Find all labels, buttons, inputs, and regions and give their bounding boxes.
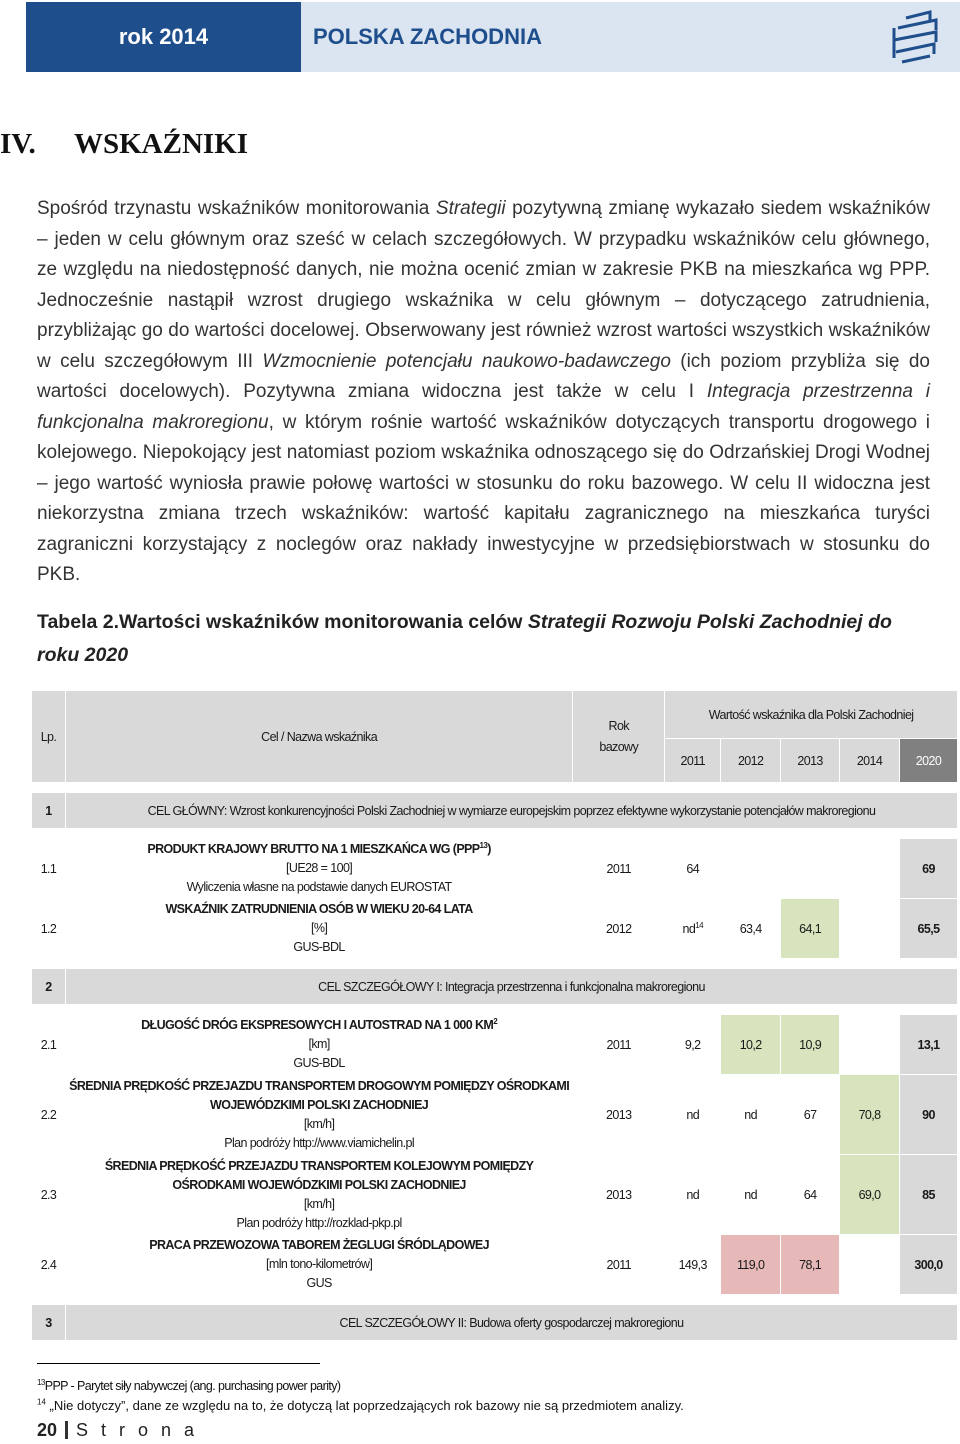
indicator-lp: 1.1: [32, 839, 66, 899]
goal-title: CEL SZCZEGÓŁOWY II: Budowa oferty gospodarczej makroregionu: [65, 1305, 957, 1341]
page-word: S t r o n a: [76, 1420, 199, 1440]
indicator-value-2014: [840, 1235, 900, 1295]
indicator-row: [32, 899, 958, 959]
indicator-value-2013: [781, 839, 840, 899]
indicator-base-year: 2011: [573, 839, 665, 899]
indicator-lp: 1.2: [32, 899, 66, 959]
indicator-description: [65, 1075, 572, 1155]
indicator-value-2020: 85: [900, 1155, 958, 1235]
indicator-base-year: 2011: [573, 1235, 665, 1295]
indicator-detail: GUS-BDL: [293, 1056, 345, 1070]
indicator-base-year: 2011: [573, 1015, 665, 1075]
indicator-value-2013: 64,1: [781, 899, 840, 959]
indicator-value-2012: 10,2: [721, 1015, 781, 1075]
indicator-detail: [UE28 = 100]: [286, 861, 353, 875]
section-title: WSKAŹNIKI: [74, 128, 249, 160]
indicator-description: [65, 839, 572, 899]
header-year-2020: 2020: [900, 739, 958, 783]
goal-lp: 1: [32, 793, 66, 829]
indicator-detail: Plan podróży http://www.viamichelin.pl: [224, 1135, 415, 1150]
indicator-row: [32, 1235, 958, 1295]
goal-title: CEL GŁÓWNY: Wzrost konkurencyjności Polski Zachodniej w wymiarze europejskim poprzez efektywne wykorzystanie potencjałów makroregionu: [65, 793, 957, 829]
footnote-separator: [37, 1363, 320, 1364]
footnote-14: $^{14}$ „Nie dotyczy”, dane ze względu na to, że dotyczą lat poprzedzających rok bazowy nie są przedmiotem analizy.: [37, 1397, 684, 1413]
indicators-table: [31, 690, 958, 1351]
indicator-name: PRACA PRZEWOZOWA TABOREM ŻEGLUGI ŚRÓDLĄDOWEJ: [149, 1238, 489, 1252]
header-name: Cel / Nazwa wskaźnika: [65, 691, 572, 783]
indicator-value-2011: $nd^{14}$: [665, 899, 721, 959]
indicator-detail: [km/h]: [303, 1116, 335, 1131]
indicator-value-2014: 69,0: [840, 1155, 900, 1235]
indicator-description: [65, 1155, 572, 1235]
indicator-row: [32, 839, 958, 899]
indicator-value-2012: nd: [721, 1155, 781, 1235]
table-header-row: [32, 691, 958, 739]
indicator-value-2013: 67: [781, 1075, 840, 1155]
paragraph-segment: , w którym rośnie wartość wskaźników dotyczących transportu drogowego i kolejowego. Niepokojący jest natomiast poziom wskaźnika odnoszącego się do Odrzańskiej Drogi Wodnej – jego wartość wyniosła prawie połowę wartości w stosunku do roku bazowego. W celu II widoczna jest niekorzystna zmiana trzech wskaźników: wartość kapitału zagranicznego na mieszkańca turyści zagraniczni korzystający z noclegów oraz nakłady inwestycyjne w przedsiębiorstwach w stosunku do PKB.: [37, 411, 931, 585]
body-paragraph: [37, 194, 930, 591]
indicator-value-2014: [840, 1015, 900, 1075]
indicator-detail: [%]: [310, 921, 328, 935]
table-caption: [37, 606, 930, 672]
indicator-value-2013: 78,1: [781, 1235, 840, 1295]
row-spacer: [32, 1341, 958, 1351]
row-spacer: [32, 829, 958, 839]
goal-row: [32, 969, 958, 1005]
footer-divider: [65, 1421, 68, 1439]
caption-italic: Strategii Rozwoju Polski Zachodniej do roku 2020: [37, 611, 892, 666]
paragraph-segment: pozytywną zmianę wykazało siedem wskaźników – jeden w celu głównym oraz sześć w celach szczegółowych. W przypadku wskaźników celu głównego, ze względu na niedostępność danych, nie można ocenić zmian w zakresie PKB na mieszkańca wg PPP. Jednocześnie nastąpił wzrost drugiego wskaźnika w celu głównym – dotyczącego zatrudnienia, przybliżając go do wartości docelowej. Obserwowany jest również wzrost wartości wszystkich wskaźników w celu szczegółowym III: [37, 198, 930, 372]
goal-row: [32, 793, 958, 829]
indicator-description: [65, 1015, 572, 1075]
header-year-2012: 2012: [721, 739, 781, 783]
section-number: IV.: [0, 128, 36, 160]
indicator-value-2011: nd: [665, 1155, 721, 1235]
indicator-name: DŁUGOŚĆ DRÓG EKSPRESOWYCH I AUTOSTRAD NA 1 000 $KM^2$: [141, 1016, 498, 1032]
caption-text: Wartości wskaźników monitorowania celów: [119, 611, 528, 633]
indicator-row: [32, 1155, 958, 1235]
footnote-ref: 14: [695, 920, 703, 930]
indicator-detail: [mln tono-kilometrów]: [266, 1257, 373, 1271]
footnote-ref: 2: [493, 1016, 498, 1026]
goal-lp: 3: [32, 1305, 66, 1341]
goal-row: [32, 1305, 958, 1341]
indicator-description: [65, 1235, 572, 1295]
header-year-2014: 2014: [840, 739, 900, 783]
indicator-detail: [km/h]: [303, 1196, 335, 1211]
indicator-value-2020: 90: [900, 1075, 958, 1155]
indicator-row: [32, 1075, 958, 1155]
page-number: 20: [37, 1420, 58, 1440]
indicator-value-2011: nd: [665, 1075, 721, 1155]
header-value-group: Wartość wskaźnika dla Polski Zachodniej: [665, 691, 958, 739]
indicator-name: PRODUKT KRAJOWY BRUTTO NA 1 MIESZKAŃCA WG (PPP$^{13}$): [147, 840, 491, 856]
header-year-2013: 2013: [781, 739, 840, 783]
indicator-detail: GUS-BDL: [293, 940, 345, 954]
indicator-base-year: 2012: [573, 899, 665, 959]
indicator-detail: Plan podróży http://rozklad-pkp.pl: [236, 1215, 402, 1230]
indicator-lp: 2.2: [32, 1075, 66, 1155]
region-logo-icon: [886, 8, 946, 66]
indicator-value-2011: 149,3: [665, 1235, 721, 1295]
indicator-value-2011: 64: [665, 839, 721, 899]
row-spacer: [32, 783, 958, 793]
indicator-description: [65, 899, 572, 959]
indicator-value-2020: 69: [900, 839, 958, 899]
indicator-base-year: 2013: [573, 1155, 665, 1235]
header-region: POLSKA ZACHODNIA: [301, 2, 960, 72]
indicator-value-2012: 119,0: [721, 1235, 781, 1295]
indicator-name: ŚREDNIA PRĘDKOŚĆ PRZEJAZDU TRANSPORTEM DROGOWYM POMIĘDZY OŚRODKAMI WOJEWÓDZKIMI POLSKI ZACHODNIEJ: [69, 1078, 570, 1112]
indicator-row: [32, 1015, 958, 1075]
paragraph-segment: Strategii: [435, 198, 506, 219]
indicator-lp: 2.3: [32, 1155, 66, 1235]
header-lp: Lp.: [32, 691, 66, 783]
page-footer: [37, 1420, 198, 1441]
indicator-detail: [km]: [308, 1037, 330, 1051]
indicator-value-2012: nd: [721, 1075, 781, 1155]
indicator-value-2020: 13,1: [900, 1015, 958, 1075]
row-spacer: [32, 959, 958, 969]
indicator-value-2014: 70,8: [840, 1075, 900, 1155]
header-year-2011: 2011: [665, 739, 721, 783]
indicator-base-year: 2013: [573, 1075, 665, 1155]
indicator-value-2012: [721, 839, 781, 899]
indicator-value-2014: [840, 899, 900, 959]
indicator-value-2020: 65,5: [900, 899, 958, 959]
paragraph-segment: Wzmocnienie potencjału naukowo-badawczego: [262, 350, 671, 372]
footnote-13: $^{13}$PPP - Parytet siły nabywczej (ang. purchasing power parity): [37, 1377, 341, 1393]
indicator-name: WSKAŹNIK ZATRUDNIENIA OSÓB W WIEKU 20-64 LATA: [165, 902, 473, 916]
paragraph-segment: Integracja przestrzenna i funkcjonalna makroregionu: [37, 381, 930, 433]
indicator-value-2013: 10,9: [781, 1015, 840, 1075]
indicator-value-2012: 63,4: [721, 899, 781, 959]
indicator-value-2020: 300,0: [900, 1235, 958, 1295]
indicator-name: ŚREDNIA PRĘDKOŚĆ PRZEJAZDU TRANSPORTEM KOLEJOWYM POMIĘDZY OŚRODKAMI WOJEWÓDZKIMI POLSKI ZACHODNIEJ: [104, 1158, 534, 1192]
caption-prefix: Tabela 2.: [37, 611, 120, 633]
indicator-lp: 2.1: [32, 1015, 66, 1075]
indicator-lp: 2.4: [32, 1235, 66, 1295]
paragraph-segment: (ich poziom przybliża się do wartości docelowych). Pozytywna zmiana widoczna jest także w celu I: [37, 350, 930, 402]
footnote-ref: 13: [479, 840, 488, 850]
indicator-value-2011: 9,2: [665, 1015, 721, 1075]
goal-title: CEL SZCZEGÓŁOWY I: Integracja przestrzenna i funkcjonalna makroregionu: [65, 969, 957, 1005]
paragraph-segment: Spośród trzynastu wskaźników monitorowania: [37, 198, 436, 219]
row-spacer: [32, 1295, 958, 1305]
header-base-year: Rok bazowy: [573, 691, 665, 783]
indicator-detail: Wyliczenia własne na podstawie danych EUROSTAT: [186, 880, 452, 894]
row-spacer: [32, 1005, 958, 1015]
indicator-value-2014: [840, 839, 900, 899]
page-header: [26, 2, 960, 72]
indicator-detail: GUS: [306, 1276, 332, 1290]
goal-lp: 2: [32, 969, 66, 1005]
indicator-value-2013: 64: [781, 1155, 840, 1235]
header-year: rok 2014: [26, 2, 301, 72]
